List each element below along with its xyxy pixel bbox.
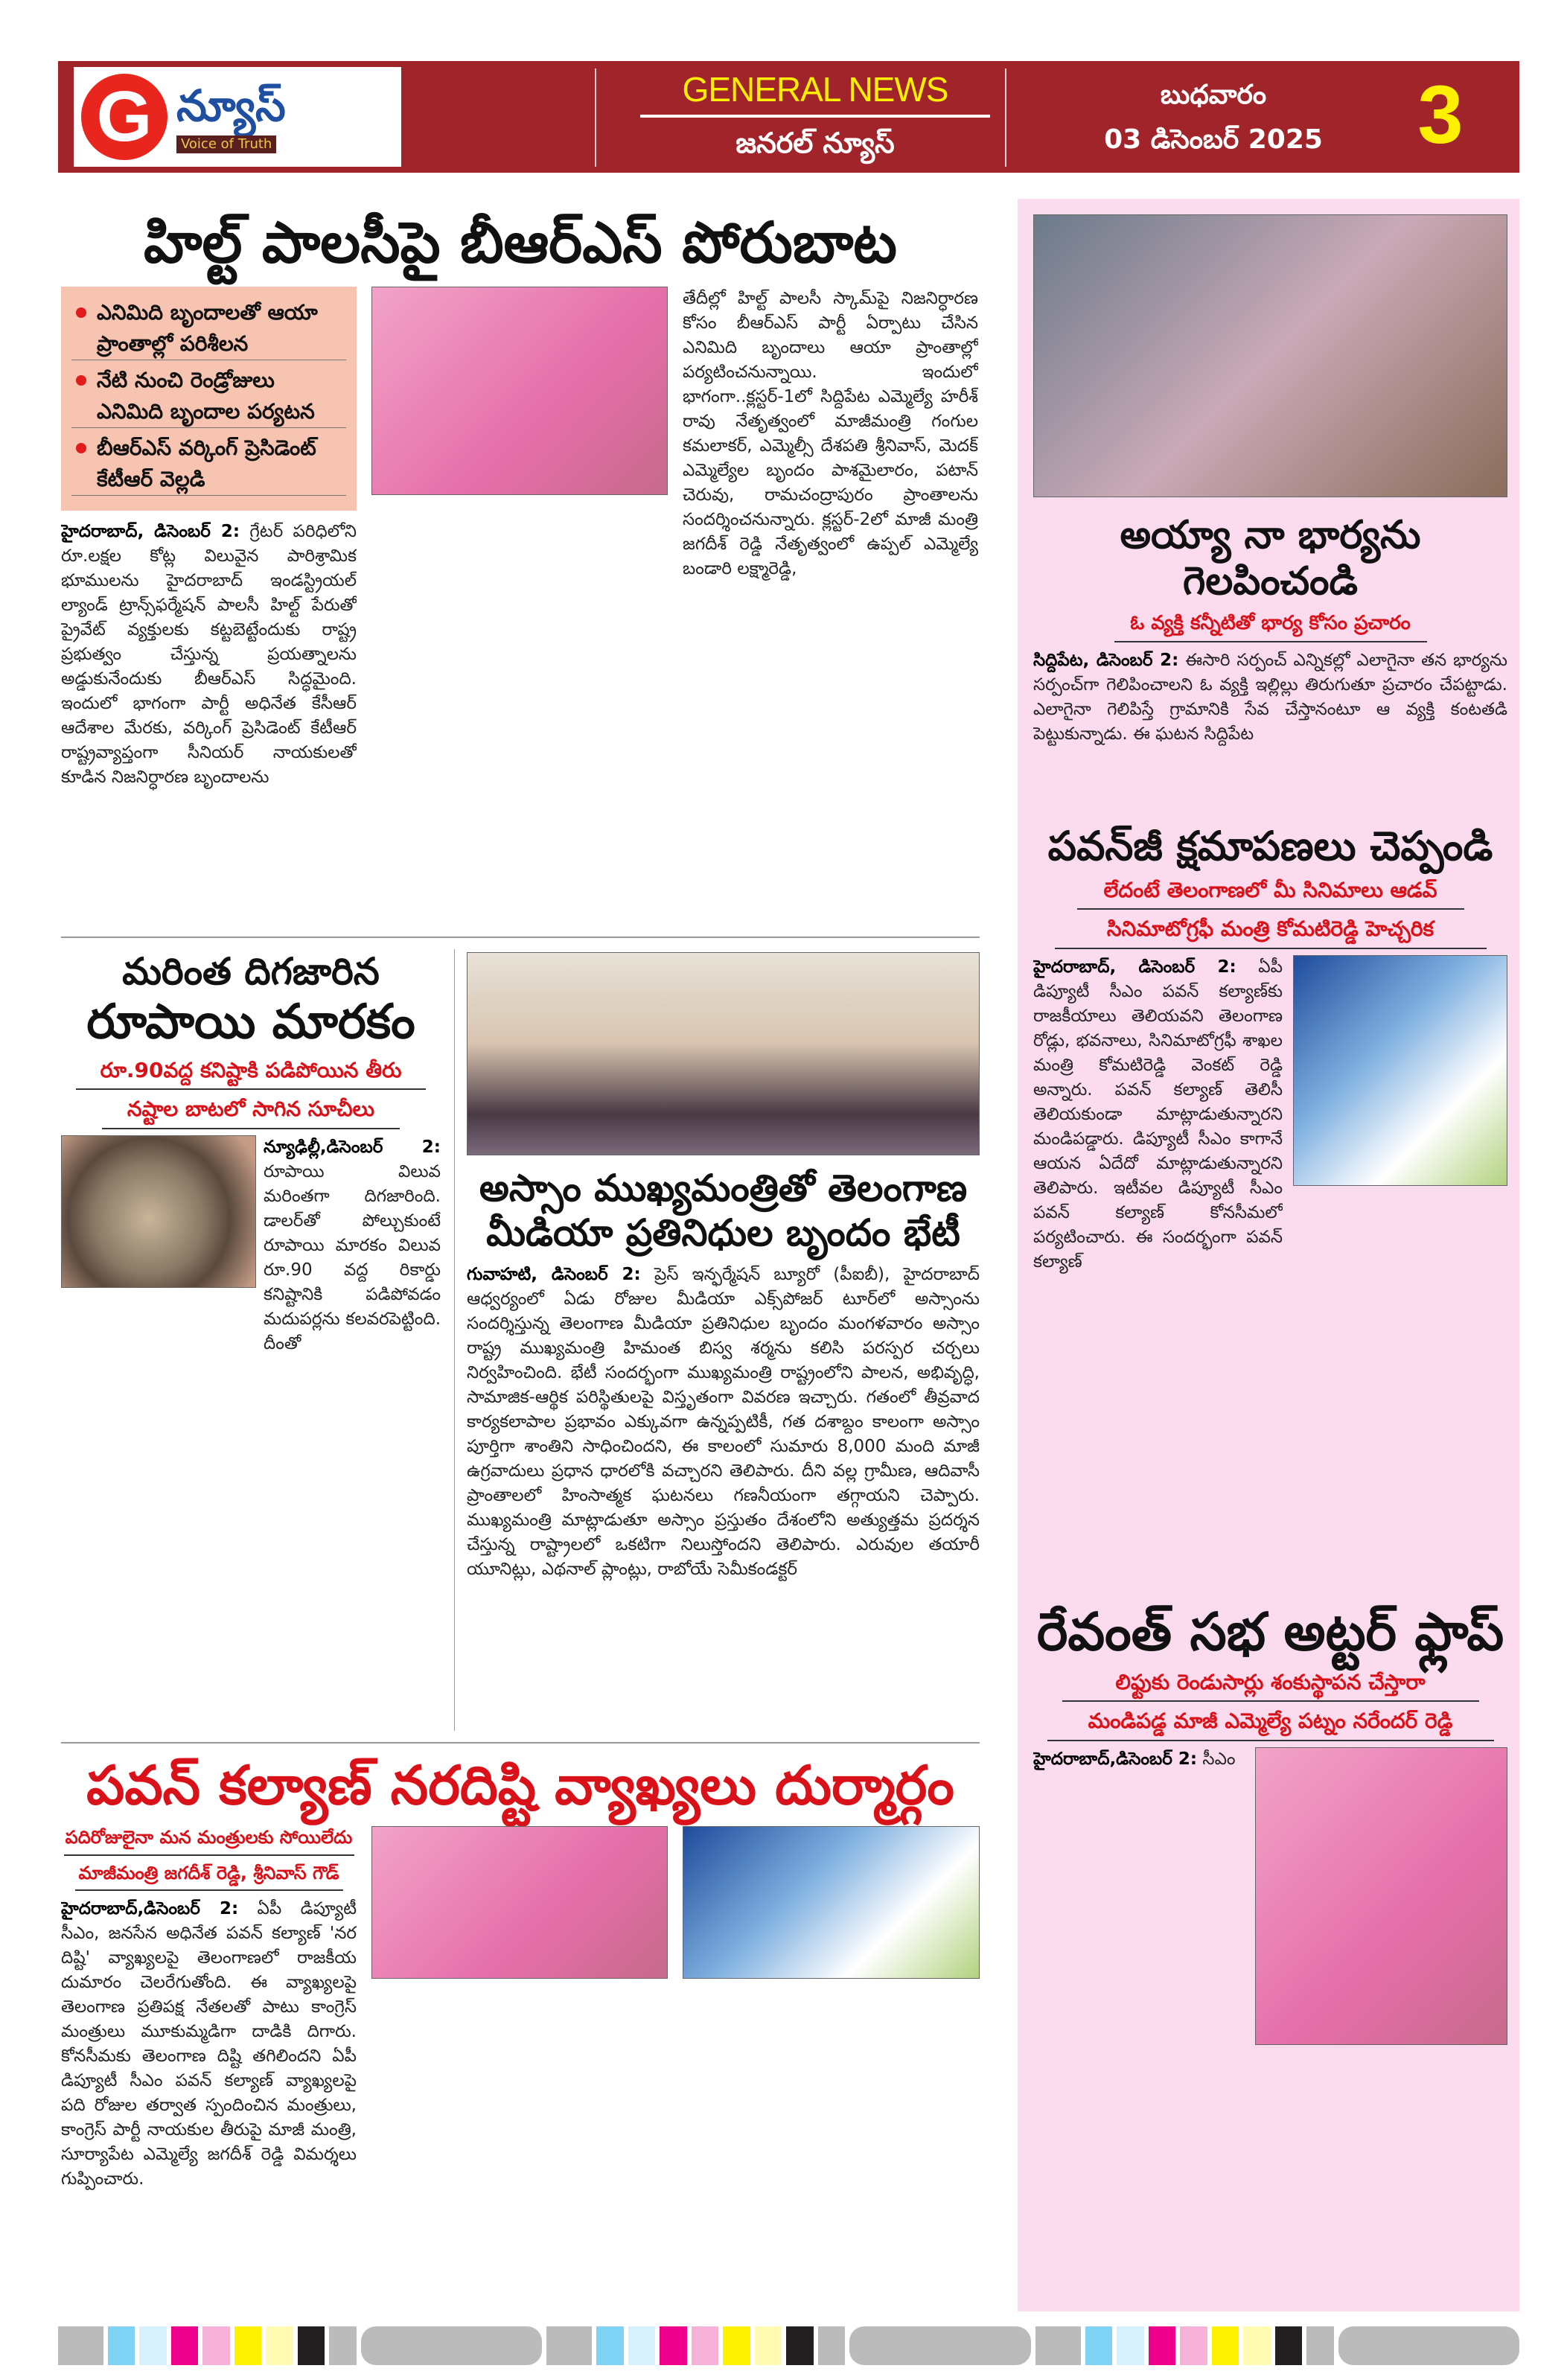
dateline: హైదరాబాద్,డిసెంబర్ 2: <box>1033 1749 1198 1769</box>
divider <box>61 937 980 938</box>
article-pawanji <box>1033 823 1507 1593</box>
body-text: సీఎం <box>1202 1749 1236 1769</box>
dateline: హైదరాబాద్, డిసెంబర్ 2: <box>1033 957 1236 977</box>
body-text: ఏపీ డిప్యూటీ సీఎం, జనసేన అధినేత పవన్ కల్యాణ్ 'నర దిష్టి' వ్యాఖ్యలపై తెలంగాణలో రాజకీయ దుమారం చెలరేగుతోంది. ఈ వ్యాఖ్యలపై తెలంగాణ ప్రతిపక్ష నేతలతో పాటు కాంగ్రెస్ మంత్రులు మూకుమ్మడిగా దాడికి దిగారు. కోనసీమకు తెలంగాణ దిష్టి తగిలిందని ఏపీ డిప్యూటీ సీఎం పవన్ కల్యాణ్ వ్యాఖ్యలపై పది రోజుల తర్వాత స్పందించిన మంత్రులు, కాంగ్రెస్ పార్టీ నాయకుల తీరుపై మాజీ మంత్రి, సూర్యాపేట ఎమ్మెల్యే జగదీశ్ రెడ్డి విమర్శలు గుప్పించారు. <box>61 1898 357 2189</box>
divider <box>1005 68 1006 167</box>
date: 03 డిసెంబర్ 2025 <box>1104 124 1323 155</box>
headline-assam: అస్సాం ముఖ్యమంత్రితో తెలంగాణ మీడియా ప్రతినిధుల బృందం భేటీ <box>479 1167 968 1254</box>
issue-date <box>1057 73 1370 162</box>
divider <box>61 1742 980 1743</box>
photo-jagadish-reddy <box>371 1826 668 1979</box>
logo-text <box>176 80 286 153</box>
headline-hilt: హిల్ట్ పాలసీపై బీఆర్ఎస్ పోరుబాట <box>144 209 897 275</box>
headline-rupee-1: మరింత దిగజారిన <box>122 950 380 993</box>
photo-rupee-coin <box>61 1135 256 1288</box>
photo-campaign <box>1033 214 1507 497</box>
subhead: మాజీమంత్రి జగదీశ్ రెడ్డి, శ్రీనివాస్ గౌడ్ <box>75 1862 343 1891</box>
headline-pawanji: పవన్‌జీ క్షమాపణలు చెప్పండి <box>1047 823 1493 870</box>
subhead: ఓ వ్యక్తి కన్నీటితో భార్య కోసం ప్రచారం <box>1114 611 1427 642</box>
subhead: పదిరోజులైనా మన మంత్రులకు సోయిలేదు <box>64 1826 354 1855</box>
hilt-col2 <box>371 287 668 931</box>
hilt-columns <box>61 287 980 931</box>
section-title-te: జనరల్ న్యూస్ <box>735 127 895 159</box>
article-revanth <box>1033 1601 1507 2304</box>
logo-name: న్యూస్ <box>176 80 286 132</box>
dateline: గువాహటి, డిసెంబర్ 2: <box>467 1265 641 1284</box>
bullet-item: నేటి నుంచి రెండ్రోజులు ఎనిమిది బృందాల పర్యటన <box>71 365 346 428</box>
color-registration-bars <box>58 2326 1519 2365</box>
subhead: రూ.90వద్ద కనిష్టాకి పడిపోయిన తీరు <box>76 1057 426 1090</box>
photo-komatireddy <box>1293 955 1507 1186</box>
photo-srinivas-goud <box>683 1826 980 1979</box>
subhead: మండిపడ్డ మాజీ ఎమ్మెల్యే పట్నం నరేందర్ రెడ్డి <box>1047 1708 1494 1741</box>
ayya-body <box>1033 648 1507 817</box>
divider <box>454 949 455 1731</box>
subhead: లిఫ్టుకు రెండుసార్లు శంకుస్థాపన చేస్తారా <box>1062 1669 1479 1702</box>
rupee-body <box>264 1135 441 1731</box>
logo-g-mark: G <box>81 74 167 160</box>
hilt-bullets <box>61 287 357 511</box>
photo-ktr <box>371 287 668 495</box>
pawanji-body <box>1033 955 1283 1593</box>
hilt-body-col1 <box>61 520 357 931</box>
subhead: సినిమాటోగ్రఫీ మంత్రి కోమటిరెడ్డి హెచ్చరిక <box>1055 916 1487 948</box>
body-text: రూపాయి విలువ మరింతగా దిగజారింది. డాలర్‌తో పోల్చుకుంటే రూపాయి మారకం విలువ రూ.90 వద్ద రికార్డు కనిష్టానికి పడిపోవడం మదుపర్లను కలవరపెట్టింది. దీంతో <box>264 1161 441 1353</box>
weekday: బుధవారం <box>1160 80 1267 110</box>
logo <box>74 67 401 167</box>
headline-pawan: పవన్ కల్యాణ్ నరదిష్టి వ్యాఖ్యలు దుర్మార్గం <box>86 1754 954 1816</box>
hilt-body-col3: తేదీల్లో హిల్ట్ పాలసీ స్కామ్‌పై నిజనిర్ధారణ కోసం బీఆర్ఎస్ పార్టీ ఏర్పాటు చేసిన ఎనిమిది బృందాలు ఆయా ప్రాంతాల్లో పర్యటించనున్నాయి. ఇందులో భాగంగా..క్లస్టర్-1లో సిద్దిపేట ఎమ్మెల్యే హరీశ్ రావు నేతృత్వంలో మాజీమంత్రి గంగుల కమలాకర్, ఎమ్మెల్సీ దేశపతి శ్రీనివాస్, మెదక్ ఎమ్మెల్యేల బృందం పాశమైలారం, పటాన్ చెరువు, రామచంద్రాపురం ప్రాంతాలను సందర్శించనున్నారు. క్లస్టర్-2లో మాజీ మంత్రి జగదీశ్ రెడ్డి నేతృత్వంలో ఉప్పల్ ఎమ్మెల్యే బండారి లక్ష్మారెడ్డి, <box>683 289 978 579</box>
rupee-content <box>61 1135 441 1731</box>
body-text: ఈసారి సర్పంచ్ ఎన్నికల్లో ఎలాగైనా తన భార్యను సర్పంచ్‌గా గెలిపించాలని ఓ వ్యక్తి ఇల్లిల్లు తిరుగుతూ ప్రచారం చేపట్టాడు. ఎలాగైనా గెలిపిస్తే గ్రామానికి సేవ చేస్తానంటూ ఆ వ్యక్తి కంటతడి పెట్టుకున్నాడు. ఈ ఘటన సిద్దిపేట <box>1033 650 1507 744</box>
subhead: లేదంటే తెలంగాణలో మీ సినిమాలు ఆడవ్ <box>1077 877 1464 910</box>
dateline: న్యూఢిల్లీ,డిసెంబర్ 2: <box>264 1137 441 1157</box>
bullet-item: ఎనిమిది బృందాలతో ఆయా ప్రాంతాల్లో పరిశీలన <box>71 297 346 360</box>
subhead: నష్టాల బాటలో సాగిన సూచీలు <box>102 1096 400 1129</box>
article-hilt <box>61 208 980 931</box>
headline-ayya: అయ్యా నా భార్యను గెలపించండి <box>1120 513 1421 604</box>
pawanji-content <box>1033 955 1507 1593</box>
revanth-content <box>1033 1747 1507 2304</box>
pawan-col1 <box>61 1826 357 2312</box>
headline-rupee-2: రూపాయి మారకం <box>86 995 415 1050</box>
dateline: హైదరాబాద్, డిసెంబర్ 2: <box>61 522 240 542</box>
article-rupee <box>61 949 441 1731</box>
revanth-body <box>1033 1747 1245 2304</box>
divider <box>640 115 990 118</box>
dateline: సిద్దిపేట, డిసెంబర్ 2: <box>1033 650 1179 670</box>
section-title-en: GENERAL NEWS <box>682 70 948 109</box>
assam-body <box>467 1263 980 1730</box>
bullet-item: బీఆర్ఎస్ వర్కింగ్ ప్రెసిడెంట్ కేటీఆర్ వెల్లడి <box>71 433 346 496</box>
pawan-body <box>61 1897 357 2312</box>
headline-revanth: రేవంత్ సభ అట్టర్ ఫ్లాప్ <box>1036 1601 1504 1662</box>
body-text: ఏపీ డిప్యూటీ సీఎం పవన్ కల్యాణ్‌కు రాజకీయాలు తెలియవని తెలంగాణ రోడ్లు, భవనాలు, సినిమాటోగ్రఫీ శాఖల మంత్రి కోమటిరెడ్డి వెంకట్ రెడ్డి అన్నారు. పవన్ కల్యాణ్ తెలిసీ తెలియకుండా మాట్లాడుతున్నారని మండిపడ్డారు. డిప్యూటీ సీఎం కాగానే ఆయన ఏదేదో మాట్లాడుతున్నారని తెలిపారు. ఇటీవల డిప్యూటీ సీఎం పవన్ కల్యాణ్ కోనసీమలో పర్యటించారు. ఈ సందర్భంగా పవన్ కల్యాణ్ <box>1033 957 1283 1272</box>
dateline: హైదరాబాద్,డిసెంబర్ 2: <box>61 1898 239 1918</box>
article-pawan <box>61 1753 980 2312</box>
logo-tagline: Voice of Truth <box>176 135 276 153</box>
page-number: 3 <box>1417 69 1464 161</box>
divider <box>595 68 596 167</box>
photo-assam-meeting <box>467 952 980 1155</box>
article-ayya <box>1033 214 1507 817</box>
pawan-columns <box>61 1826 980 2312</box>
hilt-col1 <box>61 287 357 931</box>
photo-narender-reddy <box>1255 1747 1507 2045</box>
article-assam <box>467 952 980 1730</box>
body-text: ప్రెస్ ఇన్ఫర్మేషన్ బ్యూరో (పీఐబీ), హైదరాబాద్ ఆధ్వర్యంలో ఏడు రోజుల మీడియా ఎక్స్‌పోజర్ టూర్‌లో అస్సాంను సందర్శిస్తున్న తెలంగాణ మీడియా ప్రతినిధుల బృందం మంగళవారం అస్సాం రాష్ట్ర ముఖ్యమంత్రి హిమంత బిస్వ శర్మను కలిసి పరస్పర చర్చలు నిర్వహించింది. భేటీ సందర్భంగా ముఖ్యమంత్రి రాష్ట్రంలోని పాలన, అభివృద్ధి, సామాజిక-ఆర్థిక పరిస్థితులపై విస్తృతంగా వివరణ ఇచ్చారు. గతంలో తీవ్రవాద కార్యకలాపాల ప్రభావం ఎక్కువగా ఉన్నప్పటికీ, గత దశాబ్దం కాలంగా అస్సాం పూర్తిగా శాంతిని సాధించిందని, ఈ కాలంలో సుమారు 8,000 మంది మాజీ ఉగ్రవాదులు ప్రధాన ధారలోకి వచ్చారని తెలిపారు. దీని వల్ల గ్రామీణ, ఆదివాసీ ప్రాంతాలలో హింసాత్మక ఘటనలు గణనీయంగా తగ్గాయని చెప్పారు. ముఖ్యమంత్రి మాట్లాడుతూ అస్సాం ప్రస్తుతం దేశంలోని అత్యుత్తమ ప్రదర్శన చేస్తున్న రాష్ట్రాలలో ఒకటిగా నిలుస్తోందని తెలిపారు. ఎరువుల తయారీ యూనిట్లు, ఎథనాల్ ప్లాంట్లు, రాబోయే సెమీకండక్టర్ <box>467 1265 980 1579</box>
body-text: గ్రేటర్ పరిధిలోని రూ.లక్షల కోట్ల విలువైన పారిశ్రామిక భూములను హైదరాబాద్ ఇండస్ట్రియల్ ల్యాండ్ ట్రాన్స్‌ఫర్మేషన్ పాలసీ హిల్ట్ పేరుతో ప్రైవేట్ వ్యక్తులకు కట్టబెట్టేందుకు రాష్ట్ర ప్రభుత్వం చేస్తున్న ప్రయత్నాలను అడ్డుకునేందుకు బీఆర్ఎస్ సిద్ధమైంది. ఇందులో భాగంగా పార్టీ అధినేత కేసీఆర్ ఆదేశాల మేరకు, వర్కింగ్ ప్రెసిడెంట్ కేటీఆర్ రాష్ట్రవ్యాప్తంగా సీనియర్ నాయకులతో కూడిన నిజనిర్ధారణ బృందాలను <box>61 522 357 788</box>
